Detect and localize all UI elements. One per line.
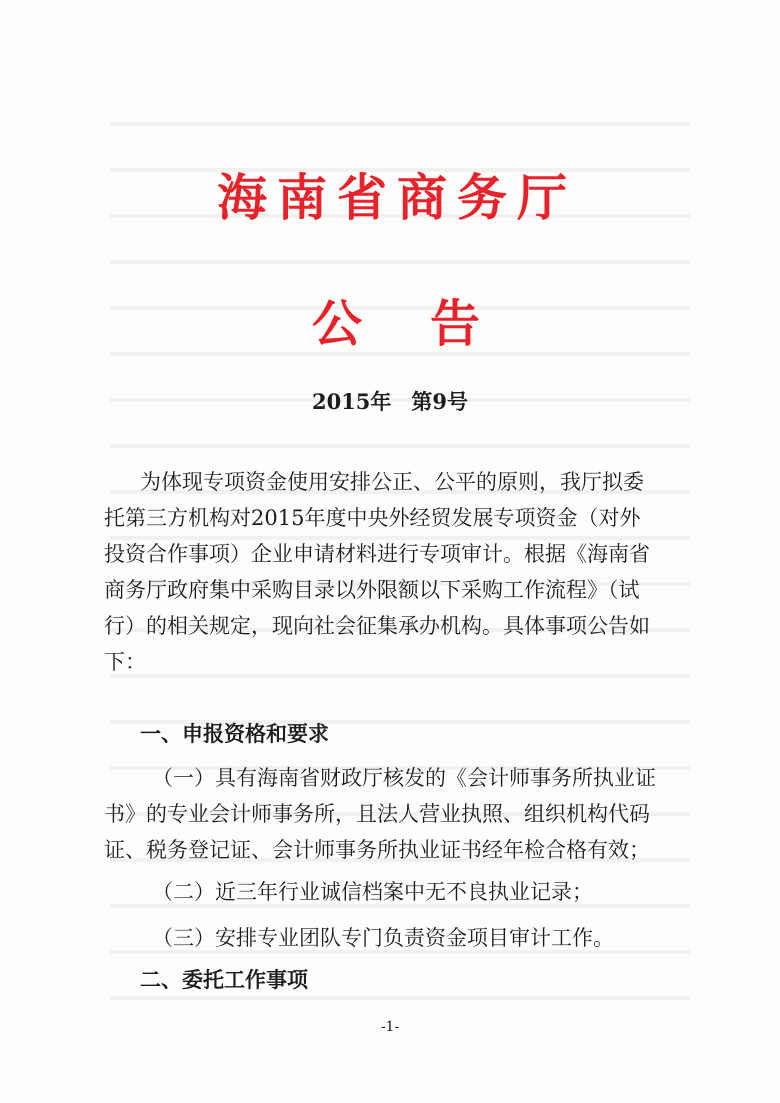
document-serial: 第9号 (411, 389, 469, 414)
intro-line: 下： (104, 650, 146, 674)
item-line: 证、税务登记证、会计师事务所执业证书经年检合格有效； (104, 838, 650, 862)
issuer-title: 海南省商务厅 (217, 169, 577, 227)
intro-line: 托第三方机构对2015年度中央外经贸发展专项资金（对外 (104, 506, 641, 530)
section-heading-qualifications: 一、申报资格和要求 (140, 721, 329, 746)
document-type-title: 公告 (312, 295, 548, 353)
qualification-item-1 (104, 760, 660, 868)
item-line: 书》的专业会计师事务所，且法人营业执照、组织机构代码 (104, 802, 650, 826)
item-line: （一）具有海南省财政厅核发的《会计师事务所执业证 (152, 766, 656, 790)
document-number (0, 386, 780, 416)
intro-line: 商务厅政府集中采购目录以外限额以下采购工作流程》（试 (104, 578, 640, 602)
intro-paragraph (104, 465, 660, 681)
page-number: -1- (380, 1019, 400, 1035)
intro-line: 行）的相关规定，现向社会征集承办机构。具体事项公告如 (104, 614, 650, 638)
section-heading-entrusted-work: 二、委托工作事项 (140, 967, 308, 992)
intro-line: 为体现专项资金使用安排公正、公平的原则，我厅拟委 (140, 470, 644, 494)
document-year: 2015年 (311, 389, 392, 414)
qualification-item-2: （二）近三年行业诚信档案中无不良执业记录； (152, 880, 593, 904)
intro-line: 投资合作事项）企业申请材料进行专项审计。根据《海南省 (104, 542, 650, 566)
qualification-item-3: （三）安排专业团队专门负责资金项目审计工作。 (152, 926, 614, 950)
